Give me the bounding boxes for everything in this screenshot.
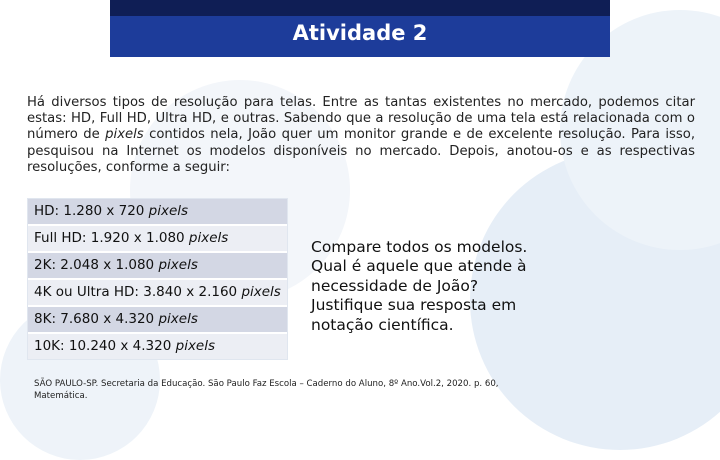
resolution-label: Full HD: 1.920 x 1.080 [34,230,189,246]
table-row [28,224,287,251]
page-title: Atividade 2 [292,21,428,45]
intro-text-end: contidos nela, João quer um monitor grande e de excelente resolução. Para isso, pesquisou na Internet os modelos disponíveis no mercado. Depois, anotou-os e as respectivas resoluções, conforme a seguir: [27,127,696,175]
resolution-label: HD: 1.280 x 720 [34,203,149,219]
resolution-label: 2K: 2.048 x 1.080 [34,257,159,273]
resolution-unit: pixels [158,311,198,327]
title-banner [110,0,610,57]
resolution-table [27,198,288,360]
resolution-unit: pixels [175,338,216,354]
resolution-label: 4K ou Ultra HD: 3.840 x 2.160 [34,284,242,300]
intro-paragraph [27,95,695,176]
resolution-unit: pixels [188,230,229,246]
resolution-label: 10K: 10.240 x 4.320 [34,338,176,354]
source-citation: SÃO PAULO-SP. Secretaria da Educação. São Paulo Faz Escola – Caderno do Aluno, 8º Ano.Vol.2, 2020. p. 60, Matemática. [34,379,499,401]
table-row [28,278,287,305]
resolution-unit: pixels [158,257,198,273]
resolution-unit: pixels [241,284,281,300]
intro-italic-word: pixels [105,127,144,143]
resolution-unit: pixels [148,203,189,219]
question-text: Compare todos os modelos. Qual é aquele que atende à necessidade de João? Justifique sua resposta em notação científica. [311,238,528,334]
intro-text-start: Há diversos tipos de resolução para telas. Entre as tantas existentes no mercado, podemos citar estas: HD, Full HD, Ultra HD, e outras. Sabendo que a resolução de uma tela está relacionada com o número de [27,95,695,143]
table-row [28,332,287,359]
title-banner-strip [110,0,610,16]
table-row [28,305,287,332]
table-row [28,199,287,224]
table-row [28,251,287,278]
resolution-label: 8K: 7.680 x 4.320 [34,311,159,327]
